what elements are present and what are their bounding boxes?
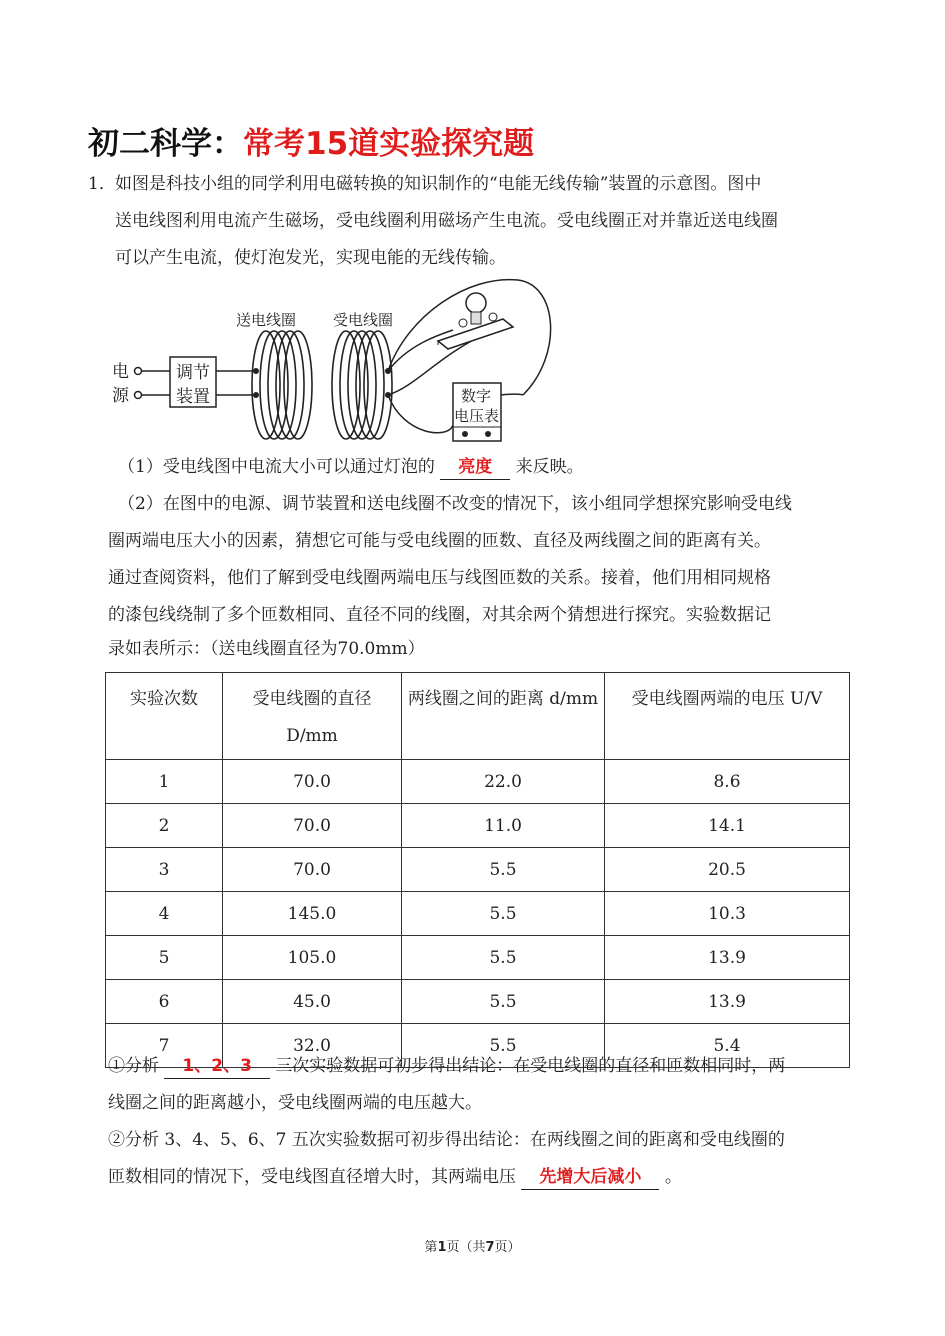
cell: 70.0 [223,848,402,892]
analysis2 [108,1122,785,1196]
footer-text: 页（共 [446,1240,486,1255]
cell: 14.1 [605,804,850,848]
cell: 3 [106,848,223,892]
analysis1-answer: 1、2、3 [164,1054,270,1079]
table-row [106,892,850,936]
table-row [106,804,850,848]
analysis1-before: ①分析 [108,1056,159,1076]
cell: 45.0 [223,980,402,1024]
recv-coil [332,331,392,439]
cell: 8.6 [605,760,850,804]
cell: 1 [106,760,223,804]
table-row [106,936,850,980]
table-row [106,760,850,804]
cell: 2 [106,804,223,848]
cell: 10.3 [605,892,850,936]
part1-answer: 亮度 [440,455,510,480]
send-coil [252,331,312,439]
part2-line: （2）在图中的电源、调节装置和送电线圈不改变的情况下，该小组同学想探究影响受电线 [118,494,792,514]
intro-line: 可以产生电流，使灯泡发光，实现电能的无线传输。 [115,248,506,268]
analysis2-line1: ②分析 3、4、5、6、7 五次实验数据可初步得出结论：在两线圈之间的距离和受电线圈的 [108,1130,785,1150]
analysis2-before: 匝数相同的情况下，受电线图直径增大时，其两端电压 [108,1167,516,1187]
footer-page: 1 [437,1240,447,1255]
cell: 105.0 [223,936,402,980]
table-row [106,848,850,892]
cell: 22.0 [402,760,605,804]
part2-line: 通过查阅资料，他们了解到受电线圈两端电压与线图匝数的关系。接着，他们用相同规格 [108,568,771,588]
power-label-2: 源 [112,386,129,406]
col-header-line: D/mm [286,726,338,746]
cell: 70.0 [223,760,402,804]
wireless-transfer-diagram [108,275,578,445]
table-row [106,980,850,1024]
part2 [108,486,792,664]
part2-line: 录如表所示：（送电线圈直径为70.0mm） [108,639,425,659]
col-header: 实验次数 [106,673,223,760]
cell: 4 [106,892,223,936]
cell: 145.0 [223,892,402,936]
send-coil-label: 送电线圈 [236,311,297,329]
col-header-line: 受电线圈的直径 [252,689,372,709]
col-header [223,673,402,760]
data-table [105,672,850,1068]
cell: 13.9 [605,980,850,1024]
part2-line: 的漆包线绕制了多个匝数相同、直径不同的线圈，对其余两个猜想进行探究。实验数据记 [108,605,771,625]
cell: 32.0 [223,1024,402,1068]
analysis1-after: 三次实验数据可初步得出结论：在受电线圈的直径和匝数相同时，两 [275,1056,786,1076]
question-number: 1． [88,174,116,194]
part1 [118,449,584,486]
analysis2-answer: 先增大后减小 [521,1165,659,1190]
col-header: 受电线圈两端的电压 U/V [605,673,850,760]
page-title [88,118,534,163]
bulb-icon [466,293,486,313]
analysis1 [108,1048,785,1122]
analysis1-line2: 线圈之间的距离越小，受电线圈两端的电压越大。 [108,1093,482,1113]
cell: 70.0 [223,804,402,848]
power-label-1: 电 [112,362,129,382]
cell: 5.5 [402,936,605,980]
cell: 20.5 [605,848,850,892]
intro-line: 送电线图利用电流产生磁场，受电线圈利用磁场产生电流。受电线圈正对并靠近送电线圈 [115,211,778,231]
voltmeter-label-1: 数字 [461,387,492,405]
analysis2-after: 。 [664,1167,682,1187]
footer-text: 页） [494,1240,521,1255]
cell: 5.5 [402,848,605,892]
question-intro [115,166,778,277]
cell: 13.9 [605,936,850,980]
table-header-row [106,673,850,760]
col-header: 两线圈之间的距离 d/mm [402,673,605,760]
cell: 5.5 [402,892,605,936]
cell: 5.5 [402,1024,605,1068]
cell: 6 [106,980,223,1024]
footer-text: 第 [424,1240,438,1255]
intro-line: 如图是科技小组的同学利用电磁转换的知识制作的“电能无线传输”装置的示意图。图中 [115,174,762,194]
recv-coil-label: 受电线圈 [333,311,394,329]
voltmeter-label-2: 电压表 [454,407,500,425]
part1-text: （1）受电线图中电流大小可以通过灯泡的 [118,457,435,477]
cell: 5.4 [605,1024,850,1068]
title-main: 常考15道实验探究题 [243,126,535,162]
title-prefix: 初二科学： [88,126,243,162]
cell: 5 [106,936,223,980]
cell: 7 [106,1024,223,1068]
adjust-label-2: 装置 [176,387,210,407]
part1-after: 来反映。 [515,457,584,477]
cell: 11.0 [402,804,605,848]
page-footer [0,1236,945,1255]
footer-total: 7 [485,1240,495,1255]
adjust-label-1: 调节 [176,363,210,383]
cell: 5.5 [402,980,605,1024]
part2-line: 圈两端电压大小的因素，猜想它可能与受电线圈的匝数、直径及两线圈之间的距离有关。 [108,531,771,551]
